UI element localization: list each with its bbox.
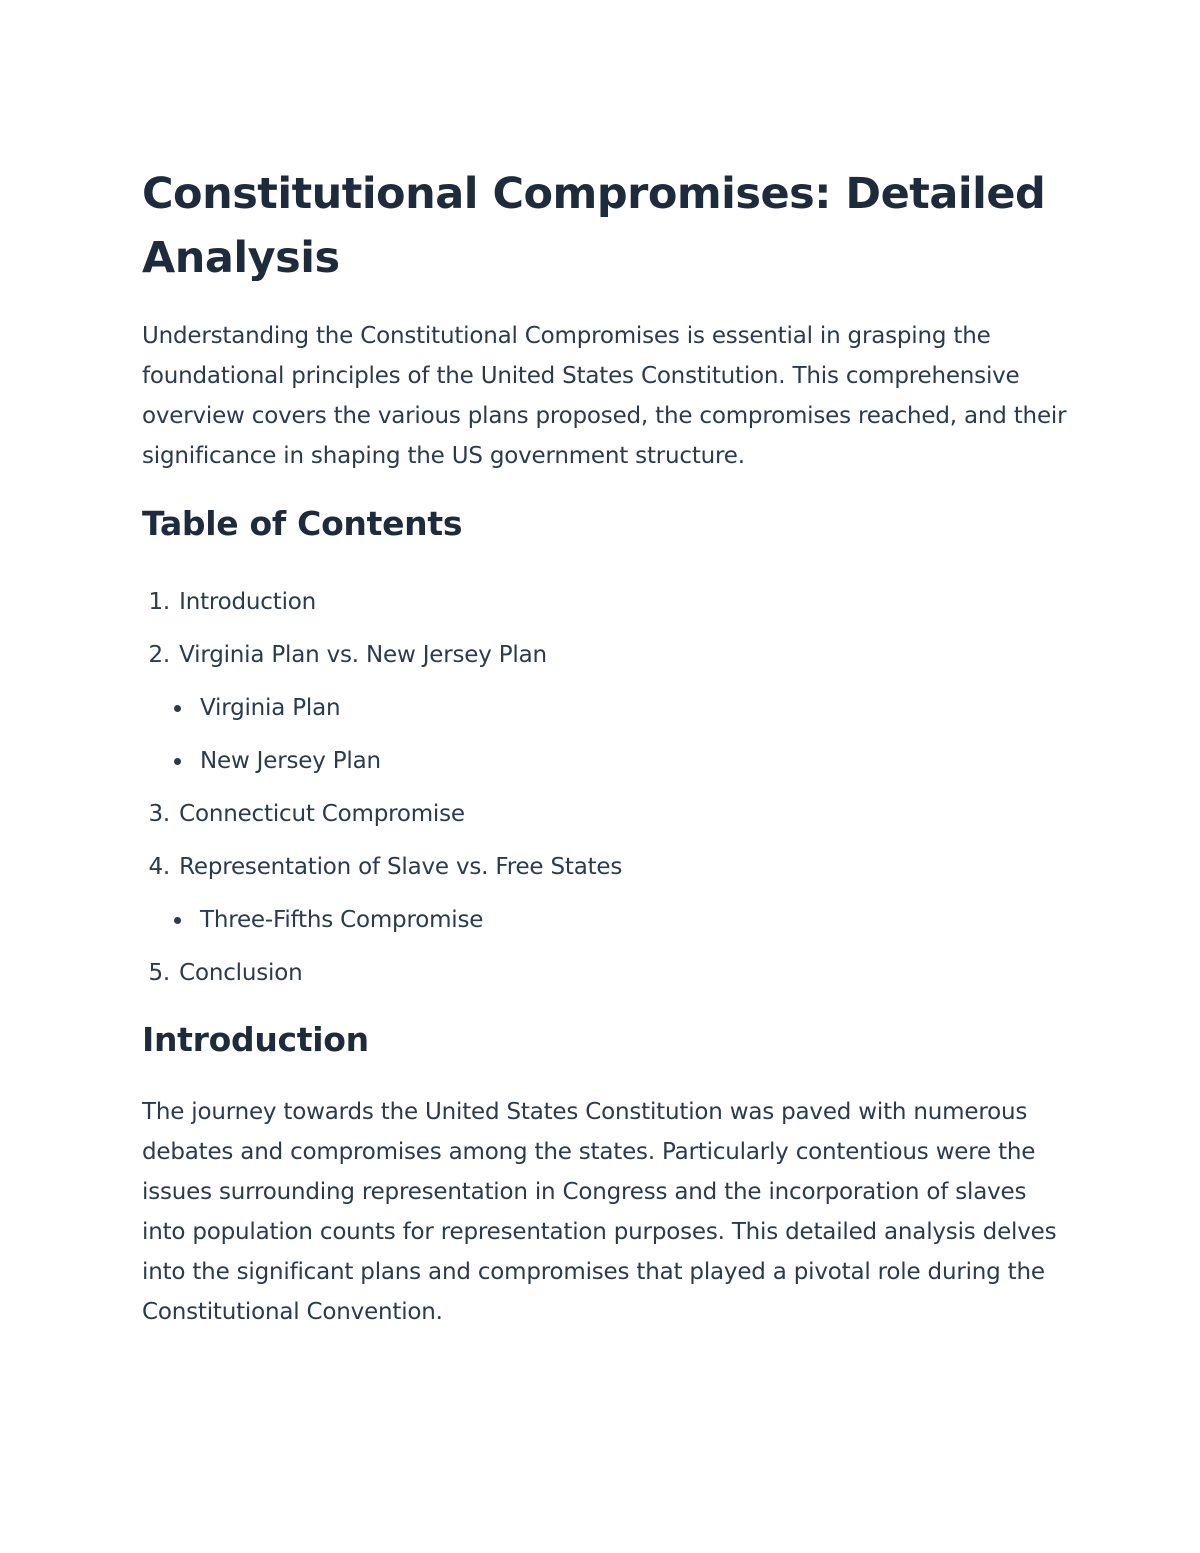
toc-item-connecticut-compromise[interactable] bbox=[142, 788, 1072, 841]
toc-item-number: 4. bbox=[148, 854, 170, 880]
toc-subitem-three-fifths[interactable] bbox=[142, 894, 1072, 947]
toc-heading: Table of Contents bbox=[142, 504, 463, 543]
toc-item-number: 3. bbox=[148, 801, 170, 827]
toc-item-label: Introduction bbox=[179, 589, 317, 615]
toc-subitem-virginia-plan[interactable] bbox=[142, 682, 1072, 735]
toc-subitem-label: New Jersey Plan bbox=[200, 748, 381, 774]
toc-item-number: 2. bbox=[148, 642, 170, 668]
bullet-icon bbox=[174, 917, 181, 924]
bullet-icon bbox=[174, 705, 181, 712]
toc-item-representation[interactable] bbox=[142, 841, 1072, 894]
toc-item-label: Virginia Plan vs. New Jersey Plan bbox=[179, 642, 547, 668]
introduction-heading: Introduction bbox=[142, 1020, 369, 1059]
toc-item-label: Representation of Slave vs. Free States bbox=[179, 854, 623, 880]
document-page bbox=[142, 162, 1072, 1332]
table-of-contents bbox=[142, 576, 1072, 1000]
toc-item-virginia-vs-new-jersey[interactable] bbox=[142, 629, 1072, 682]
toc-subitem-label: Virginia Plan bbox=[200, 695, 341, 721]
intro-paragraph: Understanding the Constitutional Compromises is essential in grasping the foundational principles of the United States Constitution. This comprehensive overview covers the various plans proposed, the compromises reached, and their significance in shaping the US government structure. bbox=[142, 323, 1067, 469]
toc-item-label: Connecticut Compromise bbox=[179, 801, 465, 827]
toc-item-number: 1. bbox=[148, 589, 170, 615]
toc-item-conclusion[interactable] bbox=[142, 947, 1072, 1000]
toc-sublist-2 bbox=[142, 682, 1072, 788]
introduction-body: The journey towards the United States Constitution was paved with numerous debates and compromises among the states. Particularly contentious were the issues surrounding representation in Congress and the incorporation of slaves into population counts for representation purposes. This detailed analysis delves into the significant plans and compromises that played a pivotal role during the Constitutional Convention. bbox=[142, 1099, 1057, 1325]
toc-subitem-new-jersey-plan[interactable] bbox=[142, 735, 1072, 788]
toc-item-number: 5. bbox=[148, 960, 170, 986]
bullet-icon bbox=[174, 758, 181, 765]
toc-item-label: Conclusion bbox=[179, 960, 303, 986]
document-title: Constitutional Compromises: Detailed Analysis bbox=[142, 169, 1046, 283]
toc-item-introduction[interactable] bbox=[142, 576, 1072, 629]
toc-subitem-label: Three-Fifths Compromise bbox=[200, 907, 484, 933]
toc-sublist-4 bbox=[142, 894, 1072, 947]
